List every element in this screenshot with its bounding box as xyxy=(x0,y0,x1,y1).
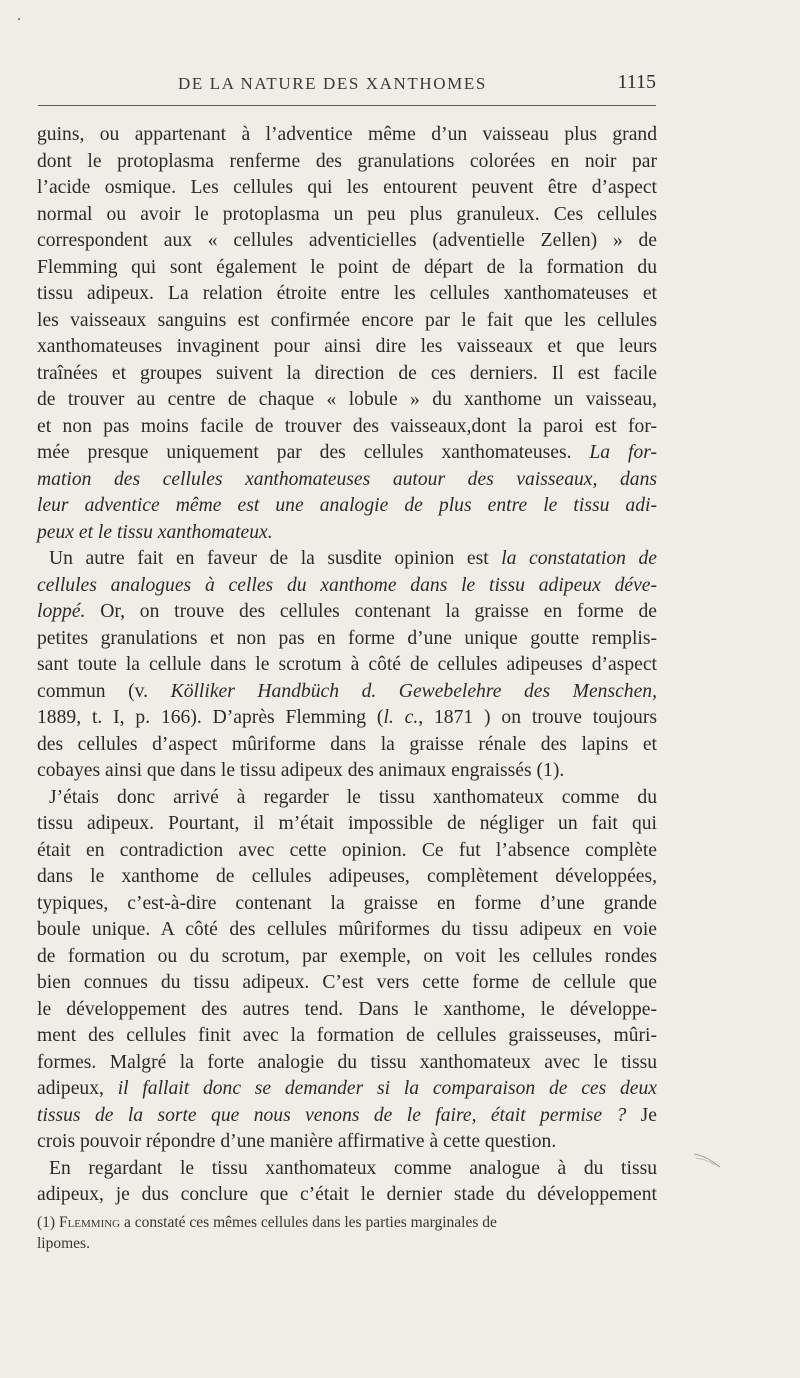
text-run: 1889, t. I, p. 166). D’après Flemming ( xyxy=(37,707,384,728)
italic-line: mation des cellules xanthomateuses autour des vaisseaux, dans xyxy=(37,468,657,490)
text-line: normal ou avoir le protoplasma un peu plus granuleux. Ces cellules xyxy=(37,203,657,225)
italic-line: cellules analogues à celles du xanthome dans le tissu adipeux déve- xyxy=(37,574,657,596)
text-line: tissu adipeux. Pourtant, il m’était impossible de négliger un fait qui xyxy=(37,813,657,834)
text-run: mée presque uniquement par des cellules xanthomateuses. xyxy=(37,442,590,463)
text-line: ment des cellules finit avec la formation de cellules graisseuses, mûri- xyxy=(37,1025,657,1046)
footnote-line xyxy=(37,1212,657,1233)
text-line: boule unique. A côté des cellules mûriformes du tissu adipeux en voie xyxy=(37,919,657,940)
text-line: En regardant le tissu xanthomateux comme analogue à du tissu xyxy=(49,1157,657,1179)
text-line: de trouver au centre de chaque « lobule » du xanthome un vaisseau, xyxy=(37,389,657,410)
text-line: les vaisseaux sanguins est confirmée encore par le fait que les cellules xyxy=(37,309,657,331)
text-line: correspondent aux « cellules adventicielles (adventielle Zellen) » de xyxy=(37,230,657,251)
text-line: était en contradiction avec cette opinion. Ce fut l’absence complète xyxy=(37,839,657,861)
text-run: commun (v. xyxy=(37,680,171,702)
text-line: typiques, c’est-à-dire contenant la graisse en forme d’une grande xyxy=(37,892,657,914)
text-line: J’étais donc arrivé à regarder le tissu xanthomateux comme du xyxy=(49,786,657,808)
running-title: DE LA NATURE DES XANTHOMES xyxy=(178,74,487,93)
italic-run: tissus de la sorte que nous venons de le faire, était permise ? xyxy=(37,1104,627,1126)
body-text xyxy=(37,122,657,1209)
text-line: guins, ou appartenant à l’adventice même d’un vaisseau plus grand xyxy=(37,124,657,145)
text-run: , 1871 ) on trouve toujours xyxy=(418,707,657,728)
footnote-marker: (1) xyxy=(37,1214,59,1231)
italic-run: Kölliker Handbüch d. Gewebelehre des Menschen, xyxy=(170,680,657,702)
text-line: de formation ou du scrotum, par exemple, on voit les cellules rondes xyxy=(37,945,657,967)
text-run: Or, on trouve des cellules contenant la graisse en forme de xyxy=(85,601,657,622)
text-line: tissu adipeux. La relation étroite entre les cellules xanthomateuses et xyxy=(37,283,657,304)
italic-line: leur adventice même est une analogie de plus entre le tissu adi- xyxy=(37,495,657,516)
text-line: petites granulations et non pas en forme d’une unique goutte remplis- xyxy=(37,627,657,649)
text-line: bien connues du tissu adipeux. C’est vers cette forme de cellule que xyxy=(37,972,657,993)
text-run: adipeux, xyxy=(37,1078,118,1099)
footnote-author: Flemming xyxy=(58,1214,121,1231)
footnote xyxy=(37,1212,657,1254)
paper-speck xyxy=(16,16,22,22)
text-line xyxy=(37,599,657,626)
text-line: adipeux, je dus conclure que c’était le dernier stade du développement xyxy=(37,1184,657,1205)
text-line: le développement des autres tend. Dans le xanthome, le développe- xyxy=(37,998,657,1020)
text-line: des cellules d’aspect mûriforme dans la graisse rénale des lapins et xyxy=(37,733,657,755)
text-line: et non pas moins facile de trouver des vaisseaux,dont la paroi est for- xyxy=(37,415,657,437)
text-line: l’acide osmique. Les cellules qui les entourent peuvent être d’aspect xyxy=(37,177,657,198)
text-line: dans le xanthome de cellules adipeuses, complètement développées, xyxy=(37,866,657,887)
text-line: cobayes ainsi que dans le tissu adipeux des animaux engraissés (1). xyxy=(37,760,565,781)
text-line: formes. Malgré la forte analogie du tissu xanthomateux avec le tissu xyxy=(37,1051,657,1073)
text-line xyxy=(37,546,657,573)
text-line: traînées et groupes suivent la direction de ces derniers. Il est facile xyxy=(37,362,657,384)
text-line: crois pouvoir répondre d’une manière affirmative à cette question. xyxy=(37,1131,557,1152)
text-line xyxy=(37,1076,657,1103)
italic-run: l. c. xyxy=(383,707,419,728)
footnote-text: a constaté ces mêmes cellules dans les parties marginales de xyxy=(120,1214,497,1231)
italic-line: peux et le tissu xanthomateux. xyxy=(37,521,273,543)
italic-run: loppé. xyxy=(37,601,86,622)
text-line xyxy=(37,440,657,467)
page-number: 1115 xyxy=(617,71,656,93)
italic-run: La for- xyxy=(589,442,657,463)
text-line: sant toute la cellule dans le scrotum à côté de cellules adipeuses d’aspect xyxy=(37,654,657,675)
margin-pencil-mark xyxy=(693,1150,721,1168)
header-rule xyxy=(38,105,656,106)
running-head xyxy=(38,70,656,100)
text-line: xanthomateuses invaginent pour ainsi dire les vaisseaux et que leurs xyxy=(37,336,657,357)
text-line xyxy=(37,705,657,732)
text-line: dont le protoplasma renferme des granulations colorées en noir par xyxy=(37,150,657,172)
footnote-line: lipomes. xyxy=(37,1235,90,1252)
text-run: Un autre fait en faveur de la susdite opinion est xyxy=(49,548,502,569)
italic-run: il fallait donc se demander si la comparaison de ces deux xyxy=(117,1078,657,1099)
italic-run: la constatation de xyxy=(501,548,657,569)
text-line: Flemming qui sont également le point de départ de la formation du xyxy=(37,256,657,278)
text-line xyxy=(37,679,657,706)
text-run: Je xyxy=(626,1104,657,1126)
text-line xyxy=(37,1103,657,1130)
